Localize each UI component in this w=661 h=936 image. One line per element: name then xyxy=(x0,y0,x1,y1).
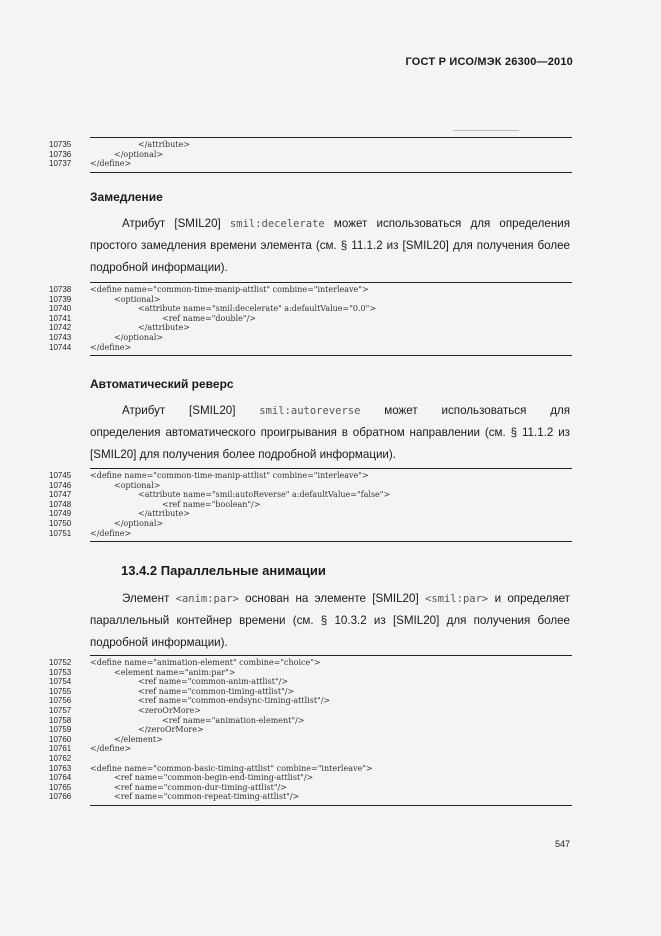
code-line xyxy=(49,342,572,353)
line-number: 10757 xyxy=(49,705,72,715)
code-block-10752 xyxy=(49,655,572,806)
code-line xyxy=(49,509,572,519)
line-number: 10755 xyxy=(49,686,72,696)
line-number: 10746 xyxy=(49,480,72,490)
code-line xyxy=(49,773,572,783)
code-line xyxy=(49,149,572,160)
code-line xyxy=(49,686,572,697)
line-number: 10763 xyxy=(49,763,72,773)
code-line xyxy=(49,480,572,491)
code-text: <ref name="common-endsync-timing-attlist"/> xyxy=(138,696,331,706)
line-number: 10737 xyxy=(49,159,72,169)
line-number: 10751 xyxy=(49,528,72,538)
para-text: Элемент xyxy=(122,592,170,605)
line-number: 10743 xyxy=(49,332,72,342)
code-text: <ref name="animation-element"/> xyxy=(162,715,305,725)
line-number: 10756 xyxy=(49,696,72,706)
line-number: 10739 xyxy=(49,294,72,304)
paragraph-deceleration xyxy=(90,213,570,279)
code-text: <ref name="double"/> xyxy=(162,313,256,323)
para-text: Атрибут [SMIL20] xyxy=(122,217,221,230)
code-line xyxy=(49,734,572,745)
scan-speck xyxy=(453,130,519,131)
code-line xyxy=(49,763,572,774)
code-text: </attribute> xyxy=(138,323,190,333)
code-text: </attribute> xyxy=(138,140,190,149)
line-number: 10745 xyxy=(49,471,72,480)
paragraph-parallel xyxy=(90,588,570,654)
paragraph-autoreverse xyxy=(90,400,570,466)
code-text: <ref name="common-anim-attlist"/> xyxy=(138,677,289,687)
code-line xyxy=(49,140,572,150)
code-block-10735 xyxy=(49,137,572,173)
code-line xyxy=(49,753,572,764)
code-line xyxy=(49,332,572,343)
line-number: 10740 xyxy=(49,304,72,314)
code-text: <ref name="common-begin-end-timing-attlist"/> xyxy=(114,773,314,783)
code-line xyxy=(49,313,572,324)
code-block-10738 xyxy=(49,282,572,356)
standard-header: ГОСТ Р ИСО/МЭК 26300—2010 xyxy=(405,56,573,68)
line-number: 10748 xyxy=(49,499,72,509)
code-line xyxy=(49,677,572,687)
code-line xyxy=(49,304,572,314)
para-word: может xyxy=(384,404,418,417)
para-word: Атрибут xyxy=(122,404,166,417)
line-number: 10735 xyxy=(49,140,72,149)
code-text: <define name="animation-element" combine="choice"> xyxy=(90,658,321,667)
line-number: 10758 xyxy=(49,715,72,725)
line-number: 10753 xyxy=(49,667,72,677)
line-number: 10761 xyxy=(49,744,72,754)
code-block-10745 xyxy=(49,468,572,542)
code-text: <optional> xyxy=(114,294,161,304)
line-number: 10759 xyxy=(49,725,72,735)
code-line xyxy=(49,792,572,802)
section-heading-deceleration: Замедление xyxy=(90,190,163,204)
para-text: может использоваться для определения простого замедления времени элемента (см. § 11.1.2 из [SMIL20] для получения более подробной информации). xyxy=(90,217,570,274)
code-text: <attribute name="smil:decelerate" a:defaultValue="0.0"> xyxy=(138,304,377,314)
code-text: <ref name="boolean"/> xyxy=(162,499,261,509)
code-text: </optional> xyxy=(114,518,164,528)
element-code: <anim:par> xyxy=(175,593,239,605)
attribute-code: smil:autoreverse xyxy=(259,405,361,417)
code-line xyxy=(49,159,572,169)
code-line xyxy=(49,696,572,706)
line-number: 10754 xyxy=(49,677,72,687)
para-text: основан на элементе [SMIL20] xyxy=(245,592,419,605)
code-line xyxy=(49,667,572,678)
line-number: 10742 xyxy=(49,323,72,333)
element-code: <smil:par> xyxy=(425,593,489,605)
code-text: <ref name="common-dur-timing-attlist"/> xyxy=(114,782,287,792)
para-first-line xyxy=(90,400,570,422)
code-text: <element name="anim:par"> xyxy=(114,667,236,677)
code-line xyxy=(49,518,572,529)
code-text: <ref name="common-timing-attlist"/> xyxy=(138,686,295,696)
code-text: <define name="common-time-manip-attlist" combine="interleave"> xyxy=(90,285,369,294)
line-number: 10747 xyxy=(49,490,72,500)
para-word: для xyxy=(550,404,570,417)
para-word: использоваться xyxy=(441,404,527,417)
line-number: 10766 xyxy=(49,792,72,802)
code-line xyxy=(49,323,572,333)
line-number: 10762 xyxy=(49,753,72,763)
code-text: <define name="common-time-manip-attlist" combine="interleave"> xyxy=(90,471,369,480)
code-line xyxy=(49,705,572,716)
code-line xyxy=(49,658,572,668)
section-heading-autoreverse: Автоматический реверс xyxy=(90,377,234,391)
line-number: 10765 xyxy=(49,782,72,792)
code-text: <zeroOrMore> xyxy=(138,705,201,715)
line-number: 10749 xyxy=(49,509,72,519)
line-number: 10738 xyxy=(49,285,72,294)
line-number: 10736 xyxy=(49,149,72,159)
code-text: </zeroOrMore> xyxy=(138,725,204,735)
code-text: </define> xyxy=(90,744,132,754)
code-text: <attribute name="smil:autoReverse" a:defaultValue="false"> xyxy=(138,490,391,500)
code-line xyxy=(49,499,572,510)
line-number: 10752 xyxy=(49,658,72,667)
code-text: <ref name="common-repeat-timing-attlist"/> xyxy=(114,792,300,802)
code-text: </optional> xyxy=(114,332,164,342)
code-text: </define> xyxy=(90,528,132,538)
code-line xyxy=(49,471,572,481)
code-line xyxy=(49,782,572,793)
code-line xyxy=(49,528,572,539)
line-number: 10764 xyxy=(49,773,72,783)
code-text: <optional> xyxy=(114,480,161,490)
code-text: </define> xyxy=(90,342,132,352)
para-rest: определения автоматического проигрывания в обратном направлении (см. § 11.1.2 из [SMIL20] для получения более подробной информации). xyxy=(90,426,570,461)
code-line xyxy=(49,285,572,295)
code-line xyxy=(49,744,572,754)
para-text: и определяет параллельный контейнер времени (см. § 10.3.2 из [SMIL20] для получения более подробной информации). xyxy=(90,592,570,649)
line-number: 10750 xyxy=(49,518,72,528)
code-line xyxy=(49,715,572,726)
line-number: 10760 xyxy=(49,734,72,744)
code-text: <define name="common-basic-timing-attlist" combine="interleave"> xyxy=(90,763,373,773)
code-line xyxy=(49,725,572,735)
line-number: 10741 xyxy=(49,313,72,323)
attribute-code: smil:decelerate xyxy=(229,218,325,230)
code-text: </element> xyxy=(114,734,163,744)
code-text: </define> xyxy=(90,159,132,169)
section-heading-parallel-animations: 13.4.2 Параллельные анимации xyxy=(121,563,326,578)
page-number: 547 xyxy=(554,839,570,849)
code-line xyxy=(49,294,572,305)
code-line xyxy=(49,490,572,500)
line-number: 10744 xyxy=(49,342,72,352)
code-text: </attribute> xyxy=(138,509,190,519)
para-word: [SMIL20] xyxy=(189,404,236,417)
code-text: </optional> xyxy=(114,149,164,159)
